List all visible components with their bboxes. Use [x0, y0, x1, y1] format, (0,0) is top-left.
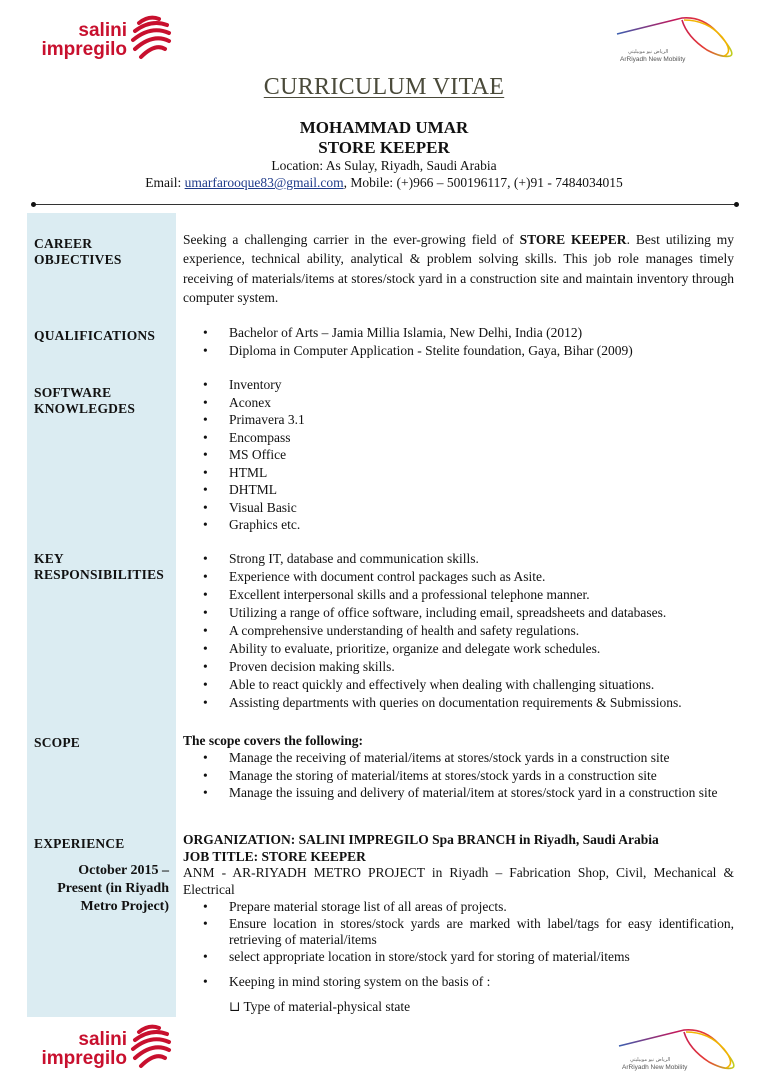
- list-item: • select appropriate location in store/stock yard for storing of material/items: [183, 949, 734, 966]
- list-item: • Bachelor of Arts – Jamia Millia Islamia, New Delhi, India (2012): [183, 324, 734, 342]
- career-objectives-text: Seeking a challenging carrier in the ever-growing field of STORE KEEPER. Best utilizing my experience, technical ability, analytical & problem solving skills. This job role manages timely receiving of materials/items at stores/stock yard in a construction site and maintain inventory through computer system.: [183, 232, 735, 305]
- experience-organization: ORGANIZATION: SALINI IMPREGILO Spa BRANCH in Riyadh, Saudi Arabia: [183, 832, 659, 847]
- list-item: • A comprehensive understanding of health and safety regulations.: [183, 622, 734, 640]
- scope-content: [183, 732, 734, 802]
- list-item: • Prepare material storage list of all areas of projects.: [183, 899, 734, 916]
- salini-impregilo-logo-footer: [33, 1024, 173, 1074]
- list-item: • MS Office: [183, 446, 734, 464]
- experience-sub-item: ⊔ Type of material-physical state: [229, 998, 411, 1014]
- list-item: • Primavera 3.1: [183, 411, 734, 429]
- candidate-contact: [0, 175, 768, 191]
- section-label-scope: SCOPE: [34, 735, 81, 750]
- salini-impregilo-logo: [33, 15, 173, 65]
- list-item: • Strong IT, database and communication skills.: [183, 550, 734, 568]
- list-item: • Able to react quickly and effectively when dealing with challenging situations.: [183, 676, 734, 694]
- logo-text-salini: salini: [78, 1029, 127, 1050]
- candidate-name: MOHAMMAD UMAR: [299, 118, 469, 137]
- mobile-numbers: , Mobile: (+)966 – 500196117, (+)91 - 7484034015: [343, 175, 623, 190]
- list-item: • Utilizing a range of office software, including email, spreadsheets and databases.: [183, 604, 734, 622]
- section-label-experience: EXPERIENCE: [34, 836, 125, 851]
- section-label-key-responsibilities: KEY RESPONSIBILITIES: [34, 551, 165, 582]
- section-label-career-objectives: CAREER OBJECTIVES: [34, 236, 122, 267]
- list-item: • DHTML: [183, 481, 734, 499]
- email-label: Email:: [145, 175, 185, 190]
- experience-date-range: October 2015 – Present (in Riyadh Metro Project): [57, 863, 169, 914]
- page-title: CURRICULUM VITAE: [263, 74, 505, 100]
- list-item: • Visual Basic: [183, 499, 734, 517]
- list-item: • Manage the storing of material/items at stores/stock yards in a construction site: [183, 767, 734, 785]
- software-list: [183, 376, 734, 534]
- list-item: • Keeping in mind storing system on the basis of :: [183, 974, 734, 991]
- list-item: • Encompass: [183, 429, 734, 447]
- section-label-qualifications: QUALIFICATIONS: [34, 328, 156, 343]
- list-item: • HTML: [183, 464, 734, 482]
- divider-dot-right: [734, 202, 739, 207]
- list-item: • Diploma in Computer Application - Stelite foundation, Gaya, Bihar (2009): [183, 342, 734, 360]
- list-item: • Ensure location in stores/stock yards are marked with label/tags for easy identification, retrieving of material/items: [183, 916, 734, 949]
- arriyadh-new-mobility-logo: [612, 12, 742, 72]
- list-item: • Ability to evaluate, prioritize, organize and delegate work schedules.: [183, 640, 734, 658]
- logo-text-salini: salini: [78, 20, 127, 41]
- logo-text-impregilo: impregilo: [41, 39, 127, 60]
- logo-text-arriyadh: ArRiyadh New Mobility: [620, 56, 686, 63]
- logo-arabic-text: الرياض نيو موبيليتي: [630, 1057, 671, 1063]
- salini-swirl-icon: [129, 13, 173, 63]
- divider-dot-left: [31, 202, 36, 207]
- logo-text-arriyadh: ArRiyadh New Mobility: [622, 1064, 688, 1071]
- arriyadh-new-mobility-logo-footer: [614, 1024, 744, 1084]
- experience-content: [183, 832, 734, 1015]
- salini-swirl-icon: [129, 1022, 173, 1072]
- logo-text-impregilo: impregilo: [41, 1048, 127, 1069]
- logo-arabic-text: الرياض نيو موبيليتي: [628, 49, 669, 55]
- list-item: • Inventory: [183, 376, 734, 394]
- responsibilities-list: [183, 550, 734, 712]
- candidate-location: Location: As Sulay, Riyadh, Saudi Arabia: [271, 158, 497, 173]
- list-item: • Assisting departments with queries on documentation requirements & Submissions.: [183, 694, 734, 712]
- section-label-software: SOFTWARE KNOWLEGDES: [34, 385, 136, 416]
- list-item: • Experience with document control packages such as Asite.: [183, 568, 734, 586]
- list-item: • Graphics etc.: [183, 516, 734, 534]
- scope-intro: The scope covers the following:: [183, 733, 363, 748]
- list-item: • Aconex: [183, 394, 734, 412]
- experience-job-title: JOB TITLE: STORE KEEPER: [183, 848, 366, 864]
- header-divider: [33, 204, 737, 205]
- list-item: • Manage the receiving of material/items at stores/stock yards in a construction site: [183, 749, 734, 767]
- list-item: • Excellent interpersonal skills and a professional telephone manner.: [183, 586, 734, 604]
- list-item: • Proven decision making skills.: [183, 658, 734, 676]
- list-item: • Manage the issuing and delivery of material/item at stores/stock yard in a construction site: [183, 784, 734, 802]
- candidate-role: STORE KEEPER: [318, 138, 450, 157]
- email-link[interactable]: umarfarooque83@gmail.com: [184, 175, 344, 190]
- experience-project: ANM - AR-RIYADH METRO PROJECT in Riyadh – Fabrication Shop, Civil, Mechanical & Electrical: [183, 865, 734, 897]
- qualifications-list: [183, 324, 734, 359]
